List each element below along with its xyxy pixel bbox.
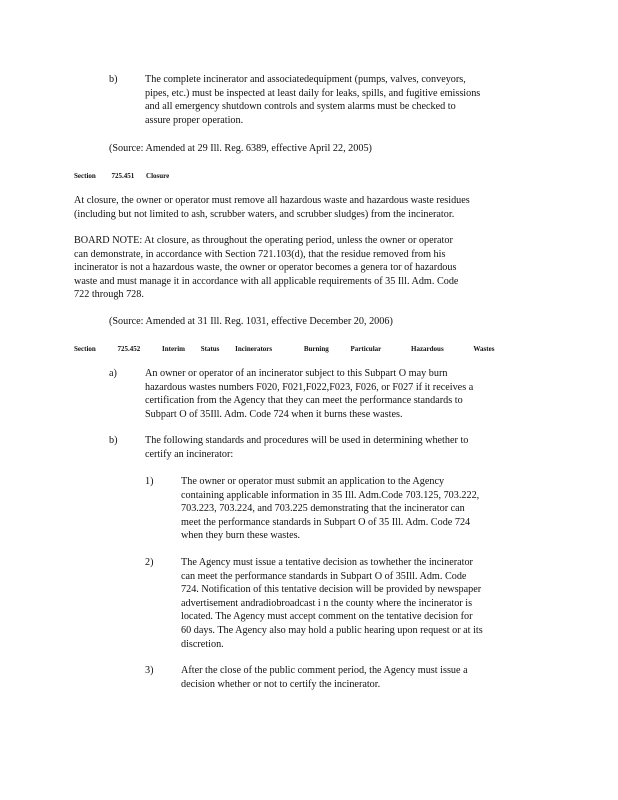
text-line: decision whether or not to certify the incinerator. (181, 678, 381, 690)
text-line: 60 days. The Agency also may hold a public hearing upon request or at its (181, 624, 483, 636)
text-line: At closure, the owner or operator must remove all hazardous waste and hazardous waste residues (74, 195, 470, 206)
text-line: pipes, etc.) must be inspected at least daily for leaks, spills, and fugitive emissions (145, 87, 481, 99)
text-line: BOARD NOTE: At closure, as throughout the operating period, unless the owner or operator (74, 235, 453, 246)
text-line: assure proper operation. (145, 114, 244, 126)
text-line: The complete incinerator and associatedequipment (pumps, valves, conveyors, (145, 74, 466, 85)
source-note-1: (Source: Amended at 29 Ill. Reg. 6389, effective April 22, 2005) (109, 143, 372, 154)
closure-paragraph (74, 194, 544, 221)
item-1-label: 1) (145, 476, 154, 487)
section-title-word: Particular (350, 345, 382, 353)
text-line: Subpart O of 35Ill. Adm. Code 724 when it burns these wastes. (145, 408, 403, 420)
part-b-paragraph-top (145, 73, 532, 127)
section-title-word: Hazardous (411, 345, 444, 353)
section-title-word: Interim (162, 345, 185, 353)
part-a-label: a) (109, 368, 117, 379)
text-line: incinerator is not a hazardous waste, the owner or operator becomes a genera tor of hazardous (74, 262, 457, 274)
text-line: containing applicable information in 35 Ill. Adm.Code 703.125, 703.222, (181, 489, 480, 501)
text-line: (including but not limited to ash, scrubber waters, and scrubber sludges) from the incinerator. (74, 208, 455, 220)
part-b-paragraph (145, 434, 535, 461)
text-line: An owner or operator of an incinerator subject to this Subpart O may burn (145, 368, 448, 379)
item-3-paragraph (181, 664, 526, 691)
text-line: can meet the performance standards in Subpart O of 35Ill. Adm. Code (181, 570, 467, 582)
section-heading-725-452 (74, 344, 494, 354)
item-2-paragraph (181, 556, 543, 651)
section-number: 725.452 (117, 345, 141, 353)
section-heading-725-451 (74, 171, 169, 181)
text-line: 722 through 728. (74, 289, 144, 301)
text-line: can demonstrate, in accordance with Section 721.103(d), that the residue removed from his (74, 248, 446, 260)
text-line: located. The Agency must accept comment on the tentative decision for (181, 611, 473, 623)
text-line: 703.223, 703.224, and 703.225 demonstrating that the incinerator can (181, 503, 465, 515)
text-line: and all emergency shutdown controls and system alarms must be checked to (145, 101, 456, 113)
source-note-2: (Source: Amended at 31 Ill. Reg. 1031, effective December 20, 2006) (109, 316, 393, 327)
section-title-word: Burning (303, 345, 329, 353)
section-word: Section (74, 345, 96, 353)
text-line: advertisement andradiobroadcast i n the county where the incinerator is (181, 597, 473, 609)
text-line: meet the performance standards in Subpart O of 35 Ill. Adm. Code 724 (181, 516, 471, 528)
text-line: After the close of the public comment period, the Agency must issue a (181, 665, 468, 676)
board-note (74, 234, 544, 302)
text-line: discretion. (181, 638, 224, 650)
section-title-word: Incinerators (235, 345, 273, 353)
item-3-label: 3) (145, 665, 154, 676)
section-title: Closure (146, 172, 170, 180)
section-word: Section (74, 172, 96, 180)
text-line: The Agency must issue a tentative decision as towhether the incinerator (181, 557, 473, 568)
text-line: certification from the Agency that they can meet the performance standards to (145, 395, 463, 407)
text-line: when they burn these wastes. (181, 530, 301, 542)
part-b-label: b) (109, 435, 118, 446)
text-line: The following standards and procedures will be used in determining whether to (145, 435, 469, 446)
part-b-label-top: b) (109, 74, 118, 85)
text-line: 724. Notification of this tentative decision will be provided by newspaper (181, 584, 482, 596)
item-2-label: 2) (145, 557, 154, 568)
part-a-paragraph (145, 367, 535, 421)
section-number: 725.451 (111, 172, 135, 180)
text-line: certify an incinerator: (145, 448, 234, 460)
text-line: hazardous wastes numbers F020, F021,F022,F023, F026, or F027 if it receives a (145, 381, 474, 393)
section-title-word: Status (200, 345, 220, 353)
item-1-paragraph (181, 475, 541, 543)
text-line: waste and must manage it in accordance with all applicable requirements of 35 Ill. Adm. Code (74, 275, 459, 287)
text-line: The owner or operator must submit an application to the Agency (181, 476, 445, 487)
section-title-word: Wastes (473, 345, 495, 353)
